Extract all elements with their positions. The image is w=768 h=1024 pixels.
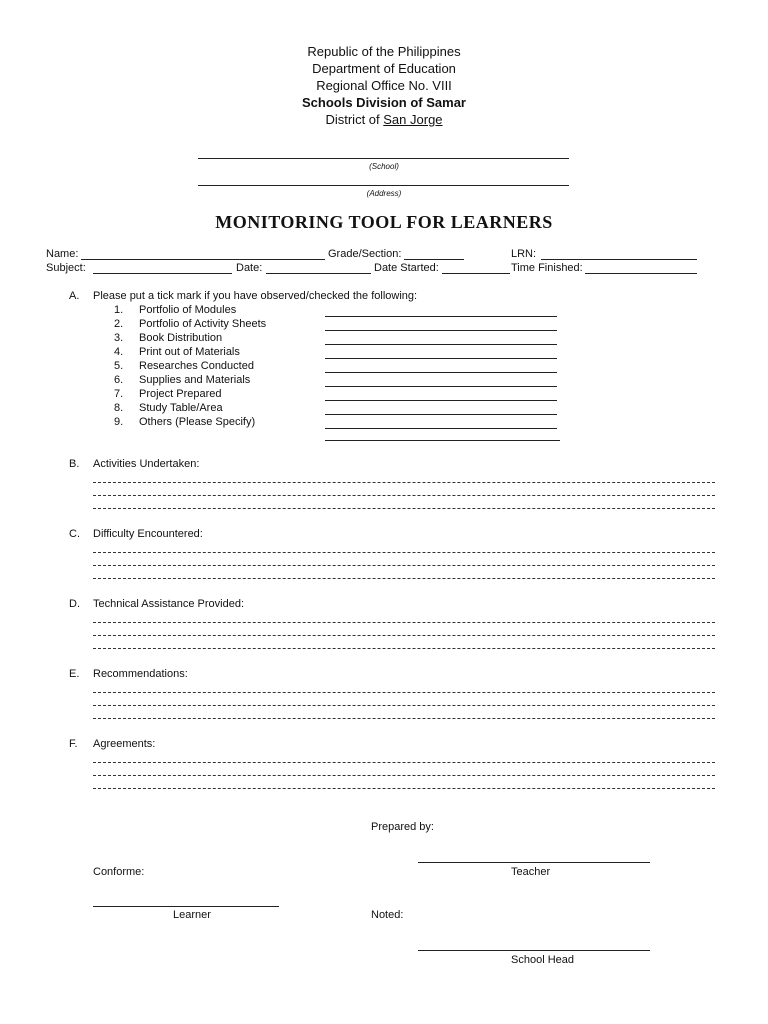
checklist-item-number: 8. — [114, 402, 124, 414]
subject-field[interactable] — [93, 273, 232, 274]
section-a-letter: A. — [69, 290, 80, 302]
page-title: MONITORING TOOL FOR LEARNERS — [215, 212, 553, 232]
checklist-item-label: Others (Please Specify) — [139, 416, 256, 428]
name-label: Name: — [46, 248, 79, 260]
time-finished-field[interactable] — [585, 273, 697, 274]
subject-label: Subject: — [46, 262, 86, 274]
checklist-tick-line[interactable] — [325, 344, 557, 345]
address-line[interactable] — [198, 185, 569, 186]
school-caption: (School) — [369, 162, 399, 171]
checklist-tick-line[interactable] — [325, 386, 557, 387]
section-a-prompt: Please put a tick mark if you have observed/checked the following: — [93, 290, 418, 302]
section-letter: E. — [69, 668, 80, 680]
date-field[interactable] — [266, 273, 371, 274]
header-regional-office: Regional Office No. VIII — [316, 78, 452, 93]
answer-line[interactable] — [93, 565, 715, 566]
checklist-item-number: 2. — [114, 318, 124, 330]
checklist-item-label: Researches Conducted — [139, 360, 254, 372]
answer-line[interactable] — [93, 508, 715, 509]
answer-line[interactable] — [93, 705, 715, 706]
lrn-label: LRN: — [511, 248, 537, 260]
noted-label: Noted: — [371, 909, 404, 921]
teacher-signature-line[interactable] — [418, 862, 650, 863]
header-division: Schools Division of Samar — [302, 95, 466, 110]
school-head-label: School Head — [511, 954, 574, 966]
learner-label: Learner — [173, 909, 211, 921]
header-district-place: San Jorge — [383, 112, 443, 127]
checklist-tick-line[interactable] — [325, 414, 557, 415]
checklist-tick-line[interactable] — [325, 372, 557, 373]
checklist-tick-line[interactable] — [325, 400, 557, 401]
letterhead — [0, 43, 768, 128]
section-letter: F. — [69, 738, 78, 750]
lrn-field[interactable] — [541, 259, 697, 260]
checklist-item-label: Portfolio of Modules — [139, 304, 237, 316]
checklist-item-label: Study Table/Area — [139, 402, 223, 414]
prepared-by-label: Prepared by: — [371, 821, 434, 833]
checklist-item-label: Project Prepared — [139, 388, 222, 400]
answer-line[interactable] — [93, 622, 715, 623]
answer-line[interactable] — [93, 635, 715, 636]
checklist-item-label: Print out of Materials — [139, 346, 240, 358]
section-label: Agreements: — [93, 738, 156, 750]
school-head-signature-line[interactable] — [418, 950, 650, 951]
header-department: Department of Education — [312, 61, 456, 76]
section-letter: B. — [69, 458, 80, 470]
checklist-item-number: 1. — [114, 304, 124, 316]
answer-line[interactable] — [93, 718, 715, 719]
checklist-tick-line[interactable] — [325, 358, 557, 359]
answer-line[interactable] — [93, 578, 715, 579]
answer-line[interactable] — [93, 552, 715, 553]
checklist-item-label: Supplies and Materials — [139, 374, 251, 386]
answer-line[interactable] — [93, 648, 715, 649]
section-label: Difficulty Encountered: — [93, 528, 203, 540]
section-letter: D. — [69, 598, 80, 610]
answer-line[interactable] — [93, 482, 715, 483]
checklist-item-label: Portfolio of Activity Sheets — [139, 318, 267, 330]
checklist-extra-line[interactable] — [325, 440, 560, 441]
grade-section-label: Grade/Section: — [328, 248, 402, 260]
checklist-item-number: 6. — [114, 374, 124, 386]
section-label: Recommendations: — [93, 668, 188, 680]
checklist-item-label: Book Distribution — [139, 332, 223, 344]
address-caption: (Address) — [366, 189, 402, 198]
header-republic: Republic of the Philippines — [307, 44, 461, 59]
name-field[interactable] — [81, 259, 325, 260]
grade-section-field[interactable] — [404, 259, 464, 260]
checklist-item-number: 7. — [114, 388, 124, 400]
section-label: Technical Assistance Provided: — [93, 598, 245, 610]
checklist-item-number: 4. — [114, 346, 124, 358]
checklist-tick-line[interactable] — [325, 330, 557, 331]
header-district-prefix: District of — [325, 112, 384, 127]
date-started-label: Date Started: — [374, 262, 439, 274]
date-label: Date: — [236, 262, 263, 274]
conforme-label: Conforme: — [93, 866, 145, 878]
answer-line[interactable] — [93, 495, 715, 496]
time-finished-label: Time Finished: — [511, 262, 583, 274]
answer-line[interactable] — [93, 788, 715, 789]
answer-line[interactable] — [93, 762, 715, 763]
checklist-item-number: 3. — [114, 332, 124, 344]
answer-line[interactable] — [93, 692, 715, 693]
header-district — [0, 111, 768, 128]
learner-signature-line[interactable] — [93, 906, 279, 907]
section-label: Activities Undertaken: — [93, 458, 200, 470]
section-letter: C. — [69, 528, 80, 540]
checklist-tick-line[interactable] — [325, 428, 557, 429]
checklist-item-number: 5. — [114, 360, 124, 372]
school-line[interactable] — [198, 158, 569, 159]
date-started-field[interactable] — [442, 273, 510, 274]
teacher-label: Teacher — [511, 866, 551, 878]
checklist-item-number: 9. — [114, 416, 124, 428]
answer-line[interactable] — [93, 775, 715, 776]
checklist-tick-line[interactable] — [325, 316, 557, 317]
